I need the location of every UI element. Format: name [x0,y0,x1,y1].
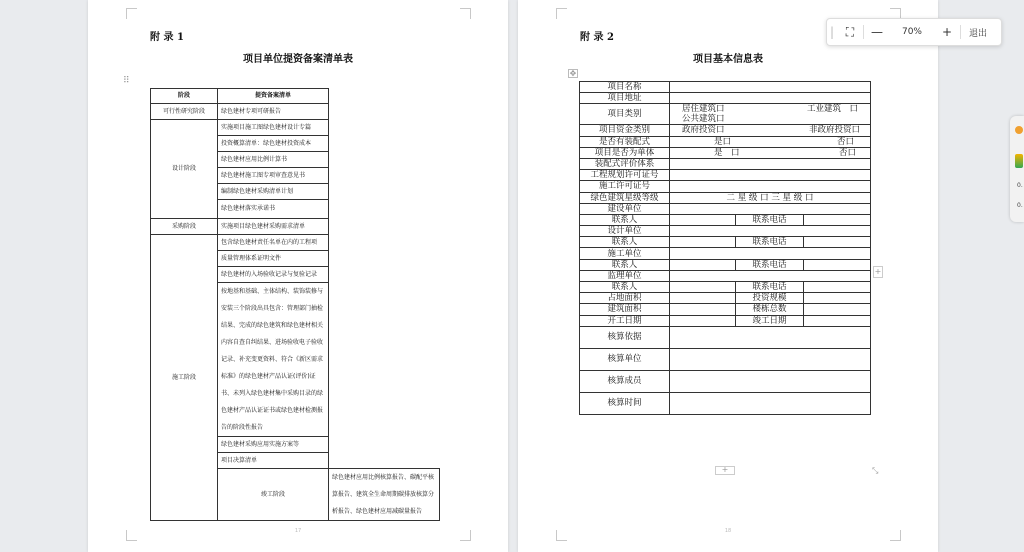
appendix-label: 附 录 1 [150,32,184,43]
widget-value: 0. [1017,182,1023,189]
table-row [580,326,871,348]
resize-table-icon[interactable]: ⤡ [872,466,879,475]
stage-cell: 施工阶段 [151,235,218,521]
field-label: 设计单位 [580,226,670,237]
table-row [580,370,871,392]
field-label: 联系电话 [736,282,804,293]
page-number: 18 [724,528,732,534]
field-label: 核算依据 [580,326,670,348]
field-value[interactable] [670,304,736,315]
list-item: 绿色建材落实承诺书 [218,200,329,219]
table-row [580,270,871,281]
field-label: 核算单位 [580,348,670,370]
table-row [580,93,871,104]
project-info-table [579,81,871,415]
page-title: 项目基本信息表 [693,54,763,65]
zoom-level: 70% [901,27,922,37]
zoom-in-button[interactable]: + [941,25,953,39]
page-title: 项目单位提资备案清单表 [243,54,353,65]
field-label: 项目是否为单体 [580,147,670,158]
field-value[interactable] [670,93,871,104]
table-row [580,293,871,304]
field-label: 开工日期 [580,315,670,326]
field-label: 投资规模 [736,293,804,304]
field-value[interactable] [670,293,736,304]
table-row [580,125,871,136]
list-item: 实施项目施工图绿色建材设计专篇 [218,120,329,136]
option-non-government[interactable]: 非政府投资口 [808,125,860,136]
field-value[interactable] [670,82,871,93]
list-item: 包含绿色建材责任名单在内的工程项 [218,235,329,251]
table-row [580,348,871,370]
table-row [580,304,871,315]
table-row [580,282,871,293]
funding-options[interactable] [670,125,871,136]
field-value[interactable] [670,237,736,248]
table-move-icon[interactable]: ✥ [569,69,577,78]
list-item: 投资概算清单：绿色建材投资成本 [218,136,329,152]
list-item: 按地基和基础、主体结构、装饰装修与安装三个阶段出具包含：管理部门抽检结果、完成的绿色建筑和绿色建材相关内容自查自纠结果、进场验收电子验收记录、补充变更资料、符合《新区需求标准》的绿色建材产品认证(评价)证书、未列入绿色建材集中采购目录的绿色建材产品认证证书或绿色建材检测报告的阶段性报告 [218,283,329,437]
list-item: 绿色建材采购应用实施方案等 [218,437,329,453]
field-label: 是否有装配式 [580,136,670,147]
field-value[interactable] [804,304,871,315]
zoom-out-button[interactable]: — [871,25,883,39]
fit-page-icon[interactable]: ⛶ [845,24,855,39]
table-row [580,226,871,237]
list-item: 绿色建材施工图专项审查意见书 [218,168,329,184]
drag-handle-icon[interactable]: ⠿ [123,76,130,86]
field-label: 建筑面积 [580,304,670,315]
field-label: 联系电话 [736,214,804,225]
option-residential[interactable]: 居住建筑口 [682,104,725,115]
field-label: 联系人 [580,259,670,270]
table-row [580,82,871,93]
field-label: 装配式评价体系 [580,158,670,169]
crop-mark [126,8,137,19]
field-label: 建设单位 [580,203,670,214]
field-value[interactable] [670,226,871,237]
field-label: 项目资金类别 [580,125,670,136]
list-item: 绿色建材应用比例核算报告、碳配平核算报告、建筑全生命周期碳排放核算分析报告、绿色建材应用减碳量报告 [329,469,440,521]
table-row [151,219,440,235]
field-label: 联系电话 [736,259,804,270]
assistant-icon[interactable] [1015,126,1023,134]
field-label: 项目类别 [580,104,670,125]
field-label: 联系电话 [736,237,804,248]
field-label: 项目名称 [580,82,670,93]
table-row [580,392,871,414]
field-value[interactable] [804,315,871,326]
option-no[interactable]: 否口 [836,136,854,147]
field-value[interactable] [804,259,871,270]
crop-mark [460,8,471,19]
page-number: 17 [294,528,302,534]
zoom-toolbar [826,18,1002,46]
stage-cell: 设计阶段 [151,120,218,219]
field-value[interactable] [670,214,736,225]
field-label: 施工单位 [580,248,670,259]
field-value[interactable] [670,270,871,281]
field-value[interactable] [804,237,871,248]
field-value[interactable] [670,203,871,214]
list-item: 质量管理体系证明文件 [218,251,329,267]
field-value[interactable] [670,259,736,270]
table-row [580,158,871,169]
field-value[interactable] [670,370,871,392]
table-row [151,104,440,120]
field-label: 绿色建筑星级等级 [580,192,670,203]
table-row [580,203,871,214]
table-row [580,192,871,203]
field-label: 项目地址 [580,93,670,104]
table-row [580,170,871,181]
field-value[interactable] [670,326,871,348]
prefab-options[interactable] [670,136,871,147]
table-header-row [151,89,440,104]
table-row [580,237,871,248]
exit-button[interactable]: 退出 [969,28,988,39]
table-row [580,147,871,158]
list-item: 项目决算清单 [218,453,329,469]
single-options[interactable] [670,147,871,158]
field-label: 监理单位 [580,270,670,281]
field-label: 核算时间 [580,392,670,414]
field-value[interactable] [670,248,871,259]
table-row [580,315,871,326]
right-page [518,0,938,552]
list-item: 绿色建材应用比例计算书 [218,152,329,168]
field-value[interactable] [670,181,871,192]
stage-cell: 采购阶段 [151,219,218,235]
toolbar-divider-icon: | [829,25,835,39]
list-item: 实施项目绿色建材采购需求清单 [218,219,329,235]
field-value[interactable] [670,348,871,370]
table-row [580,104,871,125]
field-label: 工程规划许可证号 [580,170,670,181]
list-item: 绿色建材的入场验收记录与复验记录 [218,267,329,283]
field-label: 联系人 [580,282,670,293]
field-value[interactable] [670,170,871,181]
field-label: 联系人 [580,214,670,225]
category-options[interactable] [670,104,871,125]
option-industrial[interactable]: 工业建筑 口 [806,104,858,115]
left-page [88,0,508,552]
field-label: 楼栋总数 [736,304,804,315]
widget-value: 0. [1017,202,1023,209]
table-row [580,259,871,270]
table-row [580,214,871,225]
field-label: 占地面积 [580,293,670,304]
field-value[interactable] [670,392,871,414]
field-label: 联系人 [580,237,670,248]
table-row [580,181,871,192]
field-label: 竣工日期 [736,315,804,326]
stage-cell: 可行性研究阶段 [151,104,218,120]
crop-mark [556,8,567,19]
field-value[interactable] [804,214,871,225]
field-value[interactable] [670,315,736,326]
option-no[interactable]: 否口 [838,147,856,158]
green-level-options[interactable]: 二 星 级 口 三 星 级 口 [670,192,871,203]
field-label: 核算成员 [580,370,670,392]
table-row [580,248,871,259]
field-value[interactable] [804,282,871,293]
option-government[interactable]: 政府投资口 [682,125,725,136]
filing-list-table [150,88,440,521]
column-header: 提资备案清单 [218,89,329,104]
field-value[interactable] [670,282,736,293]
field-value[interactable] [804,293,871,304]
table-row [580,136,871,147]
app-icon[interactable] [1015,154,1023,168]
option-public[interactable]: 公共建筑口 [682,114,725,125]
list-item: 绿色建材专项可研报告 [218,104,329,120]
option-yes[interactable]: 是口 [714,136,732,147]
stage-cell: 竣工阶段 [218,469,329,521]
option-yes[interactable]: 是 口 [714,147,740,158]
field-value[interactable] [670,158,871,169]
appendix-label: 附 录 2 [580,32,614,43]
add-column-icon[interactable]: + [874,267,882,276]
field-label: 施工许可证号 [580,181,670,192]
list-item: 编制绿色建材采购清单计划 [218,184,329,200]
table-row [151,235,440,251]
add-row-icon[interactable]: + [715,466,735,475]
column-header: 阶段 [151,89,218,104]
table-row [151,120,440,136]
side-floating-widget[interactable] [1010,116,1024,222]
